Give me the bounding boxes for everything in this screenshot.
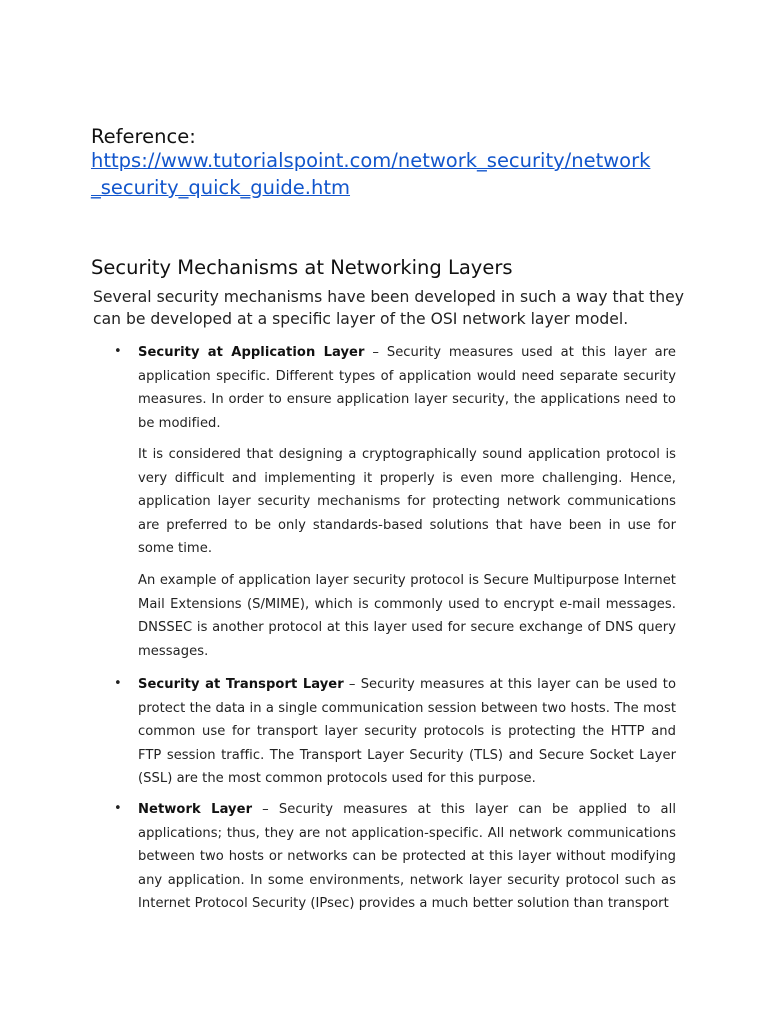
bullet-separator: – [364,345,387,360]
bullet-marker: • [114,344,122,359]
intro-paragraph: Several security mechanisms have been developed in such a way that they can be developed at a specific layer of the OSI network layer model. [93,288,684,328]
bullet-subparagraph: An example of application layer security protocol is Secure Multipurpose Internet Mail Extensions (S/MIME), which is commonly used to encrypt e-mail messages. DNSSEC is another protocol at this layer used for secure exchange of DNS query messages. [138,573,676,659]
bullet-marker: • [114,676,122,691]
bullet-marker: • [114,801,122,816]
bullet-paragraph [138,341,676,435]
reference-link-line-1[interactable]: https://www.tutorialspoint.com/network_security/network [91,149,651,172]
bullet-term: Security at Application Layer [138,345,365,360]
bullet-text: Security measures used at this layer are application specific. Different types of application would need separate security measures. In order to ensure application layer security, the applications need to be modified. [138,345,677,431]
bullet-paragraph [138,673,676,791]
reference-link-line-2[interactable]: _security_quick_guide.htm [91,176,351,199]
bullet-subparagraph: It is considered that designing a cryptographically sound application protocol is very difficult and implementing it properly is even more challenging. Hence, application layer security mechanisms for protecting network communications are preferred to be only standards-based solutions that have been in use for some time. [138,447,676,556]
reference-label: Reference: [91,125,196,148]
section-title: Security Mechanisms at Networking Layers [91,256,513,279]
bullet-separator: – [343,677,361,692]
bullet-separator: – [252,802,279,817]
bullet-text: Security measures at this layer can be applied to all applications; thus, they are not application-specific. All network communications between two hosts or networks can be protected at this layer without modifying any application. In some environments, network layer security protocol such as Internet Protocol Security (IPsec) provides a much better solution than transport [138,802,677,911]
bullet-paragraph [138,798,676,916]
reference-link[interactable] [91,147,691,201]
bullet-term: Network Layer [138,802,253,817]
bullet-term: Security at Transport Layer [138,677,344,692]
bullet-text: Security measures at this layer can be used to protect the data in a single communication session between two hosts. The most common use for transport layer security protocols is protecting the HTTP and FTP session traffic. The Transport Layer Security (TLS) and Secure Socket Layer (SSL) are the most common protocols used for this purpose. [138,677,677,786]
